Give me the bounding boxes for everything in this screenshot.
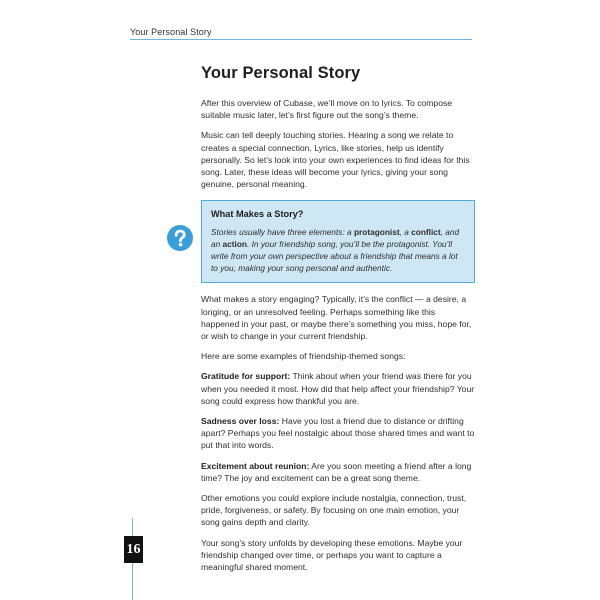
page-number: 16 — [124, 536, 143, 563]
example-lead: Excitement about reunion: — [201, 460, 310, 471]
question-mark-icon — [167, 225, 193, 251]
page-title: Your Personal Story — [201, 64, 361, 82]
info-box — [201, 200, 475, 283]
header-rule — [130, 39, 472, 40]
story-paragraph: Music can tell deeply touching stories. Hearing a song we relate to creates a special connection. Lyrics, like stories, help us identify personally. So let’s look into your own experiences to find ideas for this song. Later, these ideas will become your lyrics, giving your song genuine, personal meaning. — [201, 130, 470, 190]
info-box-heading: What Makes a Story? — [211, 209, 304, 220]
main-content — [201, 64, 475, 581]
intro-paragraph: After this overview of Cubase, we’ll move on to lyrics. To compose suitable music later, let’s first figure out the song’s theme. — [201, 98, 453, 121]
term-conflict: conflict — [411, 227, 441, 238]
info-box-text: Stories usually have three elements: a protagonist, a conflict, and an action. In your friendship song, you’ll be the protagonist. You’ll write from your own perspective about a friendship that means a lot to you, making your song personal and authentic. — [211, 227, 460, 274]
conflict-paragraph: What makes a story engaging? Typically, it’s the conflict — a desire, a longing, or an unresolved feeling. Perhaps something like this happened in your past, or maybe there’s something you miss, hope for, or wish to change in your current friendship. — [201, 294, 472, 342]
term-protagonist: protagonist — [353, 227, 400, 238]
term-action: action — [222, 239, 247, 250]
closing-paragraph: Your song’s story unfolds by developing these emotions. Maybe your friendship changed over time, or perhaps you want to capture a meaningful shared moment. — [201, 537, 463, 573]
running-head: Your Personal Story — [130, 27, 212, 37]
example-sadness: Sadness over loss: Have you lost a friend due to distance or drifting apart? Perhaps you feel nostalgic about those shared times and want to put that into words. — [201, 416, 475, 451]
example-excitement: Excitement about reunion: Are you soon meeting a friend after a long time? The joy and excitement can be a great song theme. — [201, 460, 472, 483]
examples-intro: Here are some examples of friendship-themed songs: — [201, 351, 406, 362]
example-lead: Gratitude for support: — [201, 371, 291, 382]
example-lead: Sadness over loss: — [201, 416, 280, 427]
emotions-paragraph: Other emotions you could explore include nostalgia, connection, trust, pride, forgiveness, or safety. By focusing on one main emotion, your song gains depth and clarity. — [201, 493, 467, 528]
example-gratitude: Gratitude for support: Think about when your friend was there for you when you needed it most. How did that help affect your friendship? Your song could express how thankful you are. — [201, 371, 475, 406]
